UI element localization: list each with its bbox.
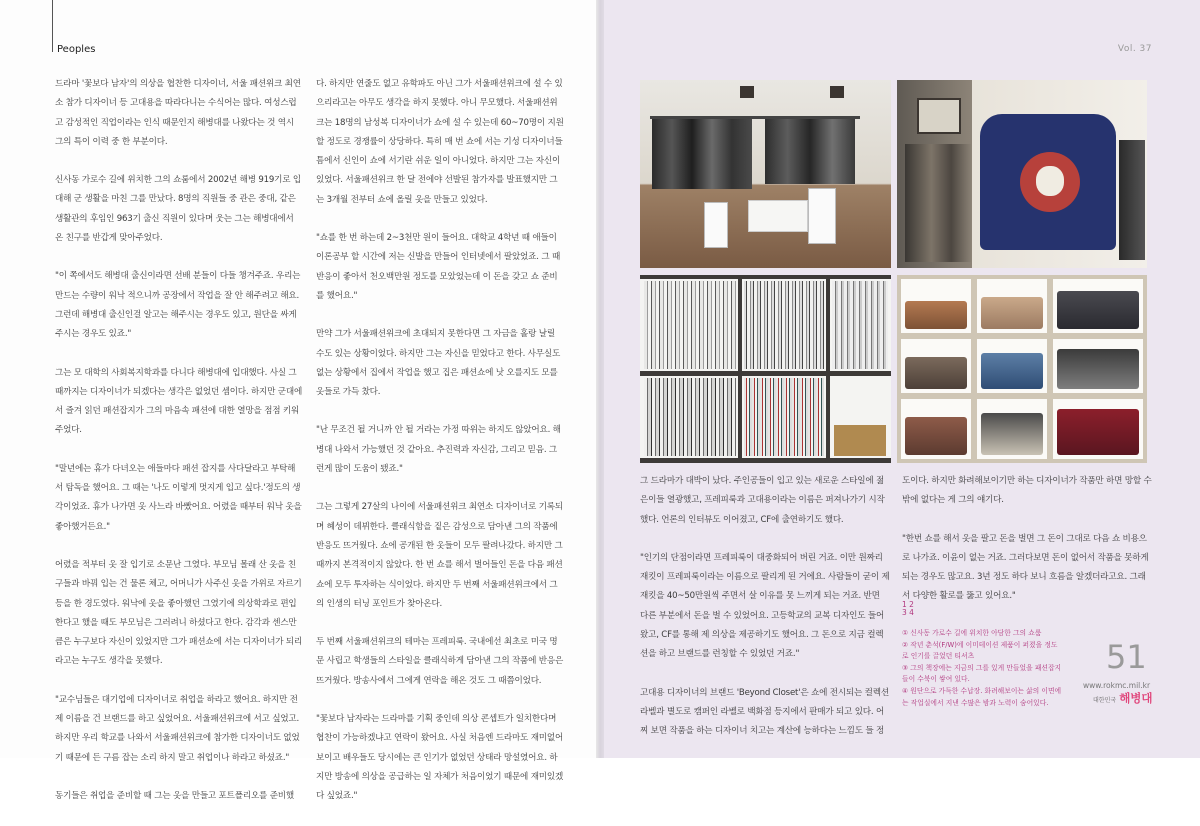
- website-link[interactable]: www.rokmc.mil.kr: [1083, 681, 1151, 690]
- photo-fabric-storage: [897, 275, 1147, 463]
- paragraph: "이 쪽에서도 해병대 출신이라면 선배 분들이 다들 챙겨주죠. 우리는 만드는 수량이 워낙 적으니까 공장에서 작업을 잘 안 해주려고 해요. 그런데 해병대 출신인걸 알고는 해주시는 경우도 있고, 원단을 싸게 주시는 경우도 있죠.": [55, 271, 301, 340]
- bear-emblem: [1020, 152, 1080, 212]
- paragraph: 고대용 디자이너의 브랜드 'Beyond Closet'은 쇼에 전시되는 컬렉션 라벨과 별도로 캠퍼인 라벨로 백화점 등지에서 판매가 되고 있다. 어찌 보면 작품을 하는 디자이너 치고는 계산에 능하다는 느낌도 들 정: [640, 687, 889, 737]
- article-column-2: [316, 75, 564, 826]
- paragraph: 신사동 가로수 길에 위치한 그의 쇼룸에서 2002년 해병 919기로 입대해 군 생활을 마친 그를 만났다. 8명의 직원들 중 관은 중대, 같은 생활관의 후임인 963기 출신 직원이 있다며 웃는 그는 해병대에서 온 친구를 반갑게 맞아주었다.: [55, 175, 301, 244]
- storage-box: [834, 425, 886, 456]
- photo-captions: [902, 628, 1062, 709]
- photo-sweater: [897, 80, 1147, 268]
- paragraph: "교수님들은 대기업에 디자이너로 취업을 하라고 했어요. 하지만 전 제 이름을 건 브랜드를 하고 싶었어요. 서울패션위크에 서고 싶었고. 하지만 우리 학교를 나와서 서울패션위크에 참가한 디자이너도 없었기 때문에 든 구름 잡는 소리 하지 말고 취업이나 하라고 하셨죠.": [55, 694, 300, 763]
- section-label: Peoples: [57, 44, 96, 55]
- paragraph: "쇼를 한 번 하는데 2~3천만 원이 들어요. 대학교 4학년 때 애들이 이론공부 할 시간에 저는 신발을 만들어 인터넷에서 팔았었죠. 그 때 반응이 좋아서 천오백만원 정도를 모았었는데 이 돈을 갖고 쇼 준비를 했어요.": [316, 233, 561, 301]
- shelf-board: [826, 275, 830, 463]
- fabric-pile: [981, 413, 1043, 455]
- fabric-pile: [1057, 349, 1139, 389]
- photo-bookshelf: [640, 275, 891, 463]
- wall-frame: [740, 86, 754, 98]
- bear-icon: [1036, 166, 1064, 196]
- magazine-stack: [644, 281, 736, 369]
- shelf-board: [640, 458, 891, 463]
- paragraph: 도이다. 하지만 화려해보이기만 하는 디자이너가 작품만 하면 망할 수밖에 없다는 게 그의 얘기다.: [902, 476, 1152, 506]
- brand-name: 해병대: [1119, 691, 1153, 705]
- fabric-pile: [981, 353, 1043, 389]
- paragraph: 동기들은 취업을 준비할 때 그는 옷을 만들고 포트폴리오를 준비했: [55, 790, 294, 801]
- navy-sweater: [980, 114, 1116, 250]
- page-gutter: [596, 0, 604, 758]
- shelf-board: [640, 371, 891, 376]
- wall-frame: [830, 86, 844, 98]
- caption: ② 작년 춘석(F/W)에 이미테이션 제품이 퍼졌을 정도로 인기를 끌었던 티셔츠: [902, 640, 1058, 661]
- magazine-stack: [832, 281, 888, 369]
- header-rule: [52, 0, 53, 52]
- hanging-garments: [652, 119, 752, 189]
- photo-grid-reference: [902, 601, 914, 617]
- wall-frame: [917, 98, 961, 134]
- paragraph: 드라마 '꽃보다 남자'의 의상을 협찬한 디자이너, 서울 패션위크 최연소 참가 디자이너 등 고대용을 따라다니는 수식어는 많다. 여성스럽고 감성적인 직업이라는 인식 때문인지 해병대를 나왔다는 것 역시 그의 특이 이력 중 한 부분이다.: [55, 79, 301, 147]
- brand-prefix: 대한민국: [1093, 697, 1117, 704]
- caption: ③ 그의 책장에는 지금의 그를 있게 만들었을 패션잡지들이 수북이 쌓여 있다.: [902, 663, 1062, 684]
- paragraph: 그는 그렇게 27살의 나이에 서울패션위크 최연소 디자이너로 기록되며 혜성이 데뷔한다. 클래식함을 짙은 감성으로 담아낸 그의 작품에 반응도 뜨거웠다. 쇼에 공개된 한 옷들이 모두 팔려나갔다. 하지만 그때까지 본격적이지 않았다. 한 번 쇼를 해서 벌어들인 돈을 다음 패션쇼에 모두 투자하는 식이었다. 하지만 두 번째 서울패션위크에서 그의 인생의 터닝 포인트가 찾아온다.: [316, 502, 564, 609]
- white-chair: [704, 202, 728, 248]
- page-number: 51: [1106, 638, 1147, 676]
- paragraph: "한번 쇼를 해서 옷을 팔고 돈을 벌면 그 돈이 그대로 다음 쇼 비용으로 나가죠. 이윤이 없는 거죠. 그러다보면 돈이 없어서 작품을 못하게 되는 경우도 많고요. 3년 정도 하다 보니 흐름을 알겠더라고요. 그래서 다양한 활로를 뚫고 있어요.": [902, 533, 1149, 602]
- grid-ref-row: 3 4: [902, 608, 914, 617]
- fabric-pile: [1057, 409, 1139, 455]
- paragraph: 그 드라마가 대박이 났다. 주인공들이 입고 있는 새로운 스타일에 젊은이들 열광했고, 프레피룩과 고대용이라는 이름은 퍼져나가기 시작했다. 언론의 인터뷰도 이어졌고, CF에 출연하기도 했다.: [640, 476, 885, 525]
- paragraph: 어렸을 적부터 옷 잘 입기로 소문난 그였다. 부모님 몰래 산 옷을 친구들과 바꿔 입는 건 물론 체고, 어머니가 사주신 옷을 가위로 자르기 등을 한 경도였다. 워낙에 옷을 좋아했던 그였기에 의상학과로 편입한다고 했을 때도 부모님은 그러려니 하셨다고 한다. 감각과 센스만큼은 누구보다 자신이 있었지만 그가 패션쇼에 서는 디자이너가 되리라고는 누구도 생각을 못했다.: [55, 559, 303, 667]
- paragraph: "난 무조건 될 거니까 안 될 거라는 가정 따위는 하지도 않았어요. 해병대 나와서 가능했던 것 같아요. 추진력과 자신감, 그리고 믿음. 그런게 많이 도움이 됐죠.": [316, 425, 561, 475]
- white-table: [748, 200, 808, 232]
- shelf-board: [738, 275, 742, 463]
- grid-ref-row: 1 2: [902, 600, 914, 609]
- paragraph: "꽃보다 남자라는 드라마를 기획 중인데 의상 콘셉트가 일치한다며 협찬이 가능하겠냐고 연락이 왔어요. 사실 처음엔 드라마도 재미없어 보이고 배우들도 당시에는 큰 인기가 없었던 상태라 망설였어요. 하지만 방송에 의상을 공급하는 일 자체가 처음이었기 때문에 재미있겠다 싶었죠.": [316, 714, 564, 802]
- magazine-brand: [1093, 690, 1153, 706]
- paragraph: "말년에는 휴가 다녀오는 애들마다 패션 잡지를 사다달라고 부탁해서 탐독을 했어요. 그 때는 '나도 이렇게 멋지게 입고 싶다.'정도의 생각이었죠. 휴가 나가면 옷 사느라 바빴어요. 어렸을 때부터 워낙 옷을 좋아했거든요.": [55, 463, 302, 532]
- magazine-stack: [644, 378, 736, 456]
- paragraph: 만약 그가 서울패션위크에 초대되지 못한다면 그 자금을 홀랑 날릴 수도 있는 상황이었다. 하지만 그는 자신을 믿었다고 한다. 사무실도 없는 상황에서 집에서 작업을 했고 집은 패션쇼에 낫 오를지도 모를 옷들로 가득 찼다.: [316, 329, 561, 398]
- paragraph: 그는 모 대학의 사회복지학과를 다니다 해병대에 입대했다. 사실 그때까지는 디자이너가 되겠다는 생각은 없었던 셈이다. 하지만 군대에서 즐겨 읽던 패션잡지가 그의 마음속 패션에 대한 열망을 점점 키워주었다.: [55, 367, 303, 436]
- magazine-stack: [744, 281, 824, 369]
- paragraph: "인기의 단점이라면 프레피룩이 대중화되어 버린 거죠. 이만 원짜리 재킷이 프레피룩이라는 이름으로 팔리게 된 거에요. 사람들이 굳이 제 재킷을 40~50만원씩 주면서 살 이유를 못 느끼게 되는 거죠. 반면 다른 부분에서 돈을 벌 수 있었어요. 고등학교의 교복 디자인도 들어왔고, CF를 통해 제 의상을 제공하기도 했어요. 그 돈으로 지금 컬렉션을 하고 브랜드를 런칭할 수 있었던 거죠.": [640, 552, 890, 660]
- shelf-board: [640, 275, 891, 279]
- caption: ① 신사동 가로수 길에 위치한 아담한 그의 쇼룸: [902, 629, 1042, 637]
- fabric-pile: [981, 297, 1043, 329]
- hanging-jackets: [1119, 140, 1145, 260]
- fabric-pile: [905, 357, 967, 389]
- paragraph: 두 번째 서울패션위크의 테마는 프레피룩. 국내에선 최초로 미국 명문 사립고 학생들의 스타일을 클래식하게 담아낸 그의 작품에 반응은 뜨거웠다. 방송사에서 그에게 연락을 해온 것도 그 때쯤이었다.: [316, 637, 564, 686]
- fabric-pile: [905, 417, 967, 455]
- hanging-jackets: [905, 144, 971, 262]
- article-column-1: [55, 75, 303, 825]
- photo-showroom: [640, 80, 891, 268]
- hanging-garments: [765, 119, 855, 184]
- article-column-4: [902, 472, 1152, 626]
- fabric-pile: [1057, 291, 1139, 329]
- article-column-3: [640, 472, 890, 761]
- paragraph: 다. 하지만 연줄도 없고 유학파도 아닌 그가 서울패션위크에 설 수 있으리라고는 아무도 생각을 하지 못했다. 아니 무모했다. 서울패션위크는 18명의 남성복 디자이너가 쇼에 설 수 있는데 60~70명이 지원할 정도로 경쟁률이 상당하다. 특히 매 번 쇼에 서는 기성 디자이너들 틈에서 신인이 쇼에 서기란 쉬운 일이 아니었다. 하지만 그는 자신이 있었다. 서울패션위크 한 달 전에야 선발된 참가자를 발표했지만 그는 3개월 전부터 쇼에 올릴 옷을 만들고 있었다.: [316, 79, 564, 205]
- caption: ④ 원단으로 가득한 수납장. 화려해보이는 삶의 이면에는 작업실에서 지낸 수많은 밤과 노력이 숨어있다.: [902, 686, 1062, 707]
- volume-label: Vol. 37: [1117, 44, 1152, 54]
- white-chair: [808, 188, 836, 244]
- fabric-pile: [905, 301, 967, 329]
- magazine-stack: [744, 378, 824, 456]
